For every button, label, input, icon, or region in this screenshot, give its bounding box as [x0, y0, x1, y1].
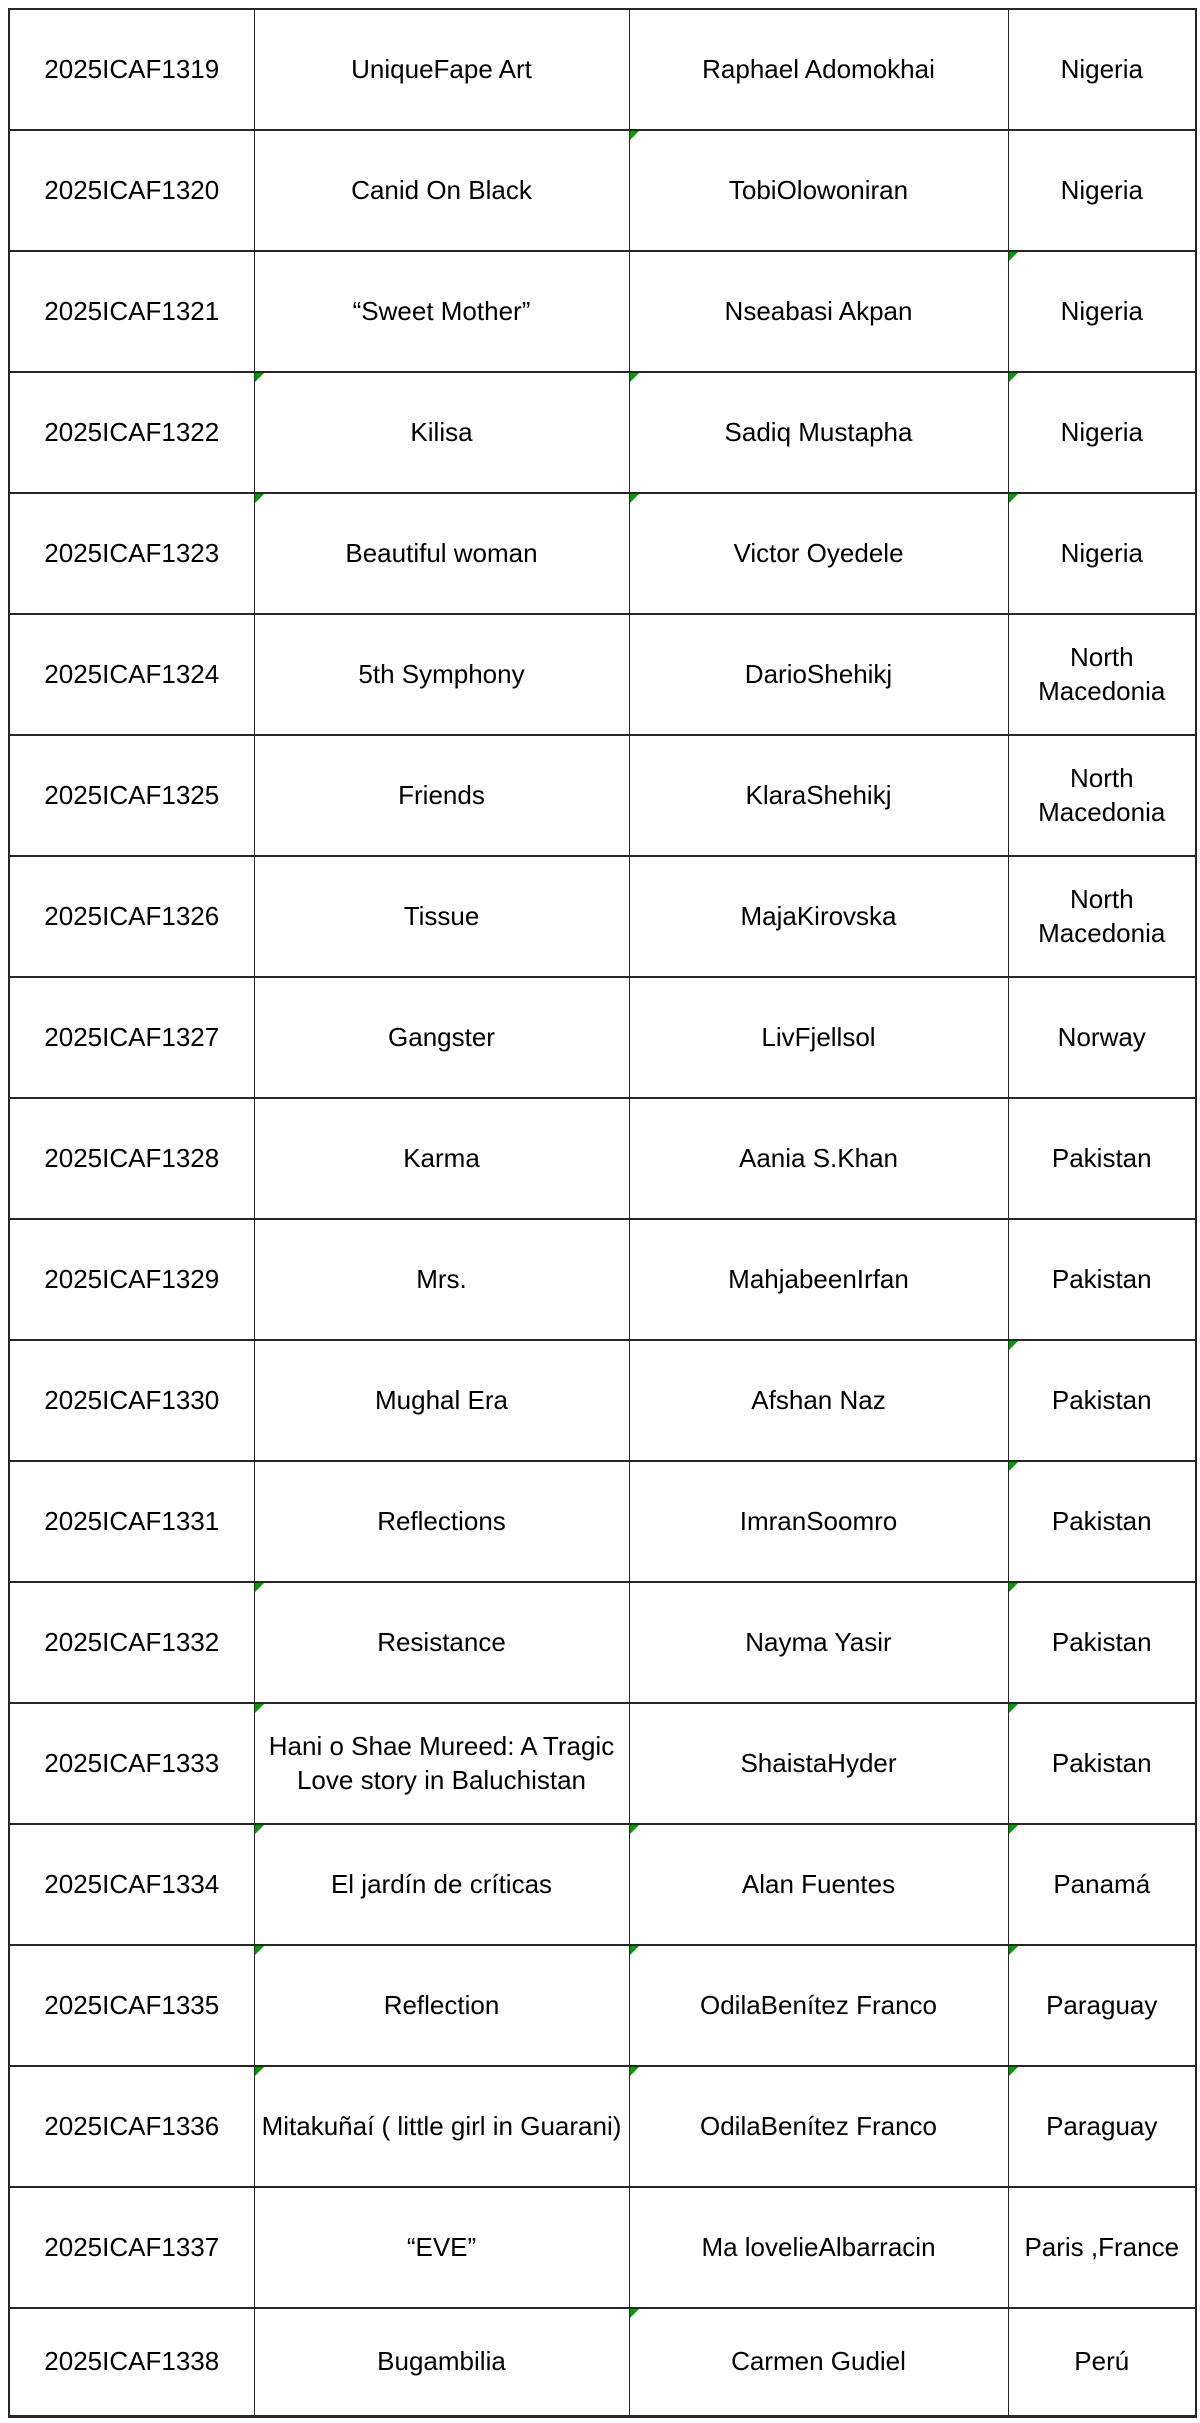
- cell-text: Paris ,France: [1024, 2231, 1180, 2262]
- cell-text: North Macedonia: [1038, 641, 1166, 706]
- cell-text: Carmen Gudiel: [731, 2345, 906, 2376]
- cell-title: [254, 1703, 629, 1824]
- cell-text: Kilisa: [410, 416, 473, 447]
- cell-artist: [629, 1461, 1008, 1582]
- cell-text: 2025ICAF1323: [44, 537, 220, 568]
- cell-title: [254, 1945, 629, 2066]
- cell-error-indicator-triangle-icon: [255, 1825, 264, 1834]
- cell-error-indicator-triangle-icon: [630, 494, 639, 503]
- cell-error-indicator-triangle-icon: [1009, 1946, 1018, 1955]
- entry-row: [9, 2187, 1196, 2308]
- cell-artist: [629, 2066, 1008, 2187]
- cell-text: 2025ICAF1333: [44, 1747, 220, 1778]
- cell-error-indicator-triangle-icon: [1009, 2067, 1018, 2076]
- cell-country: [1008, 614, 1196, 735]
- cell-error-indicator-triangle-icon: [255, 494, 264, 503]
- cell-artist: [629, 1582, 1008, 1703]
- cell-artist: [629, 735, 1008, 856]
- cell-title: [254, 251, 629, 372]
- cell-error-indicator-triangle-icon: [630, 131, 639, 140]
- cell-text: 2025ICAF1330: [44, 1384, 220, 1415]
- cell-country: [1008, 130, 1196, 251]
- cell-text: Pakistan: [1051, 1142, 1152, 1173]
- cell-country: [1008, 977, 1196, 1098]
- cell-id: [9, 1824, 254, 1945]
- cell-country: [1008, 1340, 1196, 1461]
- cell-country: [1008, 1582, 1196, 1703]
- cell-text: Hani o Shae Mureed: A Tragic Love story in Baluchistan: [268, 1730, 615, 1795]
- cell-text: MajaKirovska: [740, 900, 897, 931]
- cell-country: [1008, 1461, 1196, 1582]
- cell-country: [1008, 9, 1196, 130]
- cell-artist: [629, 2308, 1008, 2416]
- cell-id: [9, 2308, 254, 2416]
- cell-text: OdilaBenítez Franco: [699, 2110, 937, 2141]
- cell-text: 2025ICAF1324: [44, 658, 220, 689]
- cell-text: Perú: [1074, 2345, 1130, 2376]
- cell-country: [1008, 1945, 1196, 2066]
- cell-text: El jardín de críticas: [330, 1868, 553, 1899]
- cell-error-indicator-triangle-icon: [630, 2067, 639, 2076]
- cell-text: 2025ICAF1320: [44, 174, 220, 205]
- cell-title: [254, 493, 629, 614]
- cell-error-indicator-triangle-icon: [1009, 1583, 1018, 1592]
- cell-text: Afshan Naz: [751, 1384, 886, 1415]
- art-entries-table: [8, 8, 1197, 2418]
- cell-artist: [629, 9, 1008, 130]
- entry-row: [9, 1945, 1196, 2066]
- cell-text: Nigeria: [1060, 295, 1143, 326]
- cell-title: [254, 1582, 629, 1703]
- entry-row: [9, 614, 1196, 735]
- cell-text: Mrs.: [416, 1263, 467, 1294]
- cell-text: Sadiq Mustapha: [724, 416, 913, 447]
- cell-artist: [629, 130, 1008, 251]
- cell-title: [254, 1824, 629, 1945]
- cell-text: 2025ICAF1334: [44, 1868, 220, 1899]
- cell-id: [9, 735, 254, 856]
- cell-error-indicator-triangle-icon: [1009, 1462, 1018, 1471]
- cell-artist: [629, 1219, 1008, 1340]
- cell-text: Bugambilia: [377, 2345, 506, 2376]
- cell-artist: [629, 1824, 1008, 1945]
- cell-title: [254, 735, 629, 856]
- cell-artist: [629, 1945, 1008, 2066]
- cell-text: 2025ICAF1322: [44, 416, 220, 447]
- cell-text: North Macedonia: [1038, 762, 1166, 827]
- cell-text: Reflections: [377, 1505, 506, 1536]
- cell-id: [9, 1219, 254, 1340]
- cell-error-indicator-triangle-icon: [1009, 1825, 1018, 1834]
- cell-country: [1008, 2066, 1196, 2187]
- cell-id: [9, 856, 254, 977]
- cell-artist: [629, 856, 1008, 977]
- cell-text: Pakistan: [1051, 1384, 1152, 1415]
- cell-id: [9, 372, 254, 493]
- cell-text: Nigeria: [1060, 537, 1143, 568]
- cell-text: 2025ICAF1319: [44, 53, 220, 84]
- cell-text: “EVE”: [406, 2231, 477, 2262]
- cell-artist: [629, 2187, 1008, 2308]
- cell-title: [254, 1340, 629, 1461]
- cell-text: 2025ICAF1336: [44, 2110, 220, 2141]
- entry-row: [9, 735, 1196, 856]
- cell-text: Beautiful woman: [345, 537, 538, 568]
- cell-artist: [629, 977, 1008, 1098]
- cell-text: Nseabasi Akpan: [724, 295, 913, 326]
- cell-text: Nayma Yasir: [745, 1626, 892, 1657]
- cell-text: Nigeria: [1060, 53, 1143, 84]
- cell-artist: [629, 1098, 1008, 1219]
- cell-country: [1008, 1824, 1196, 1945]
- entry-row: [9, 977, 1196, 1098]
- entry-row: [9, 2308, 1196, 2416]
- cell-country: [1008, 372, 1196, 493]
- cell-title: [254, 2066, 629, 2187]
- cell-id: [9, 1098, 254, 1219]
- cell-error-indicator-triangle-icon: [255, 373, 264, 382]
- cell-country: [1008, 493, 1196, 614]
- cell-text: Victor Oyedele: [733, 537, 904, 568]
- cell-text: Friends: [398, 779, 485, 810]
- cell-country: [1008, 251, 1196, 372]
- cell-id: [9, 9, 254, 130]
- cell-text: MahjabeenIrfan: [728, 1263, 909, 1294]
- cell-id: [9, 977, 254, 1098]
- cell-artist: [629, 251, 1008, 372]
- cell-text: Aania S.Khan: [738, 1142, 898, 1173]
- cell-id: [9, 1461, 254, 1582]
- entry-row: [9, 1703, 1196, 1824]
- cell-text: 2025ICAF1331: [44, 1505, 220, 1536]
- cell-text: Norway: [1057, 1021, 1146, 1052]
- cell-id: [9, 130, 254, 251]
- cell-country: [1008, 1098, 1196, 1219]
- cell-title: [254, 2187, 629, 2308]
- cell-error-indicator-triangle-icon: [630, 373, 639, 382]
- cell-error-indicator-triangle-icon: [255, 1704, 264, 1713]
- cell-text: Pakistan: [1051, 1747, 1152, 1778]
- cell-text: North Macedonia: [1038, 883, 1166, 948]
- cell-text: 2025ICAF1326: [44, 900, 220, 931]
- cell-country: [1008, 2308, 1196, 2416]
- cell-title: [254, 1461, 629, 1582]
- art-entries-table-body: [9, 9, 1196, 2416]
- cell-text: Mughal Era: [375, 1384, 508, 1415]
- cell-text: Mitakuñaí ( little girl in Guarani): [261, 2110, 622, 2141]
- cell-text: UniqueFape Art: [351, 53, 532, 84]
- cell-text: Paraguay: [1046, 2110, 1158, 2141]
- cell-error-indicator-triangle-icon: [1009, 1704, 1018, 1713]
- cell-id: [9, 1703, 254, 1824]
- cell-text: Karma: [403, 1142, 480, 1173]
- cell-text: ImranSoomro: [739, 1505, 898, 1536]
- cell-country: [1008, 735, 1196, 856]
- entry-row: [9, 1461, 1196, 1582]
- cell-title: [254, 2308, 629, 2416]
- cell-text: Raphael Adomokhai: [702, 53, 935, 84]
- entry-row: [9, 2066, 1196, 2187]
- cell-title: [254, 856, 629, 977]
- cell-text: Pakistan: [1051, 1626, 1152, 1657]
- entry-row: [9, 372, 1196, 493]
- cell-artist: [629, 614, 1008, 735]
- cell-text: Paraguay: [1046, 1989, 1158, 2020]
- entry-row: [9, 1098, 1196, 1219]
- cell-error-indicator-triangle-icon: [255, 1583, 264, 1592]
- cell-text: 2025ICAF1337: [44, 2231, 220, 2262]
- cell-id: [9, 493, 254, 614]
- cell-text: Pakistan: [1051, 1505, 1152, 1536]
- cell-title: [254, 614, 629, 735]
- cell-title: [254, 1098, 629, 1219]
- cell-artist: [629, 1340, 1008, 1461]
- cell-error-indicator-triangle-icon: [630, 1946, 639, 1955]
- cell-text: Gangster: [388, 1021, 495, 1052]
- cell-text: Canid On Black: [351, 174, 532, 205]
- entry-row: [9, 9, 1196, 130]
- cell-title: [254, 372, 629, 493]
- cell-country: [1008, 2187, 1196, 2308]
- cell-error-indicator-triangle-icon: [1009, 373, 1018, 382]
- cell-text: Pakistan: [1051, 1263, 1152, 1294]
- cell-text: 5th Symphony: [358, 658, 525, 689]
- cell-error-indicator-triangle-icon: [1009, 252, 1018, 261]
- entry-row: [9, 1219, 1196, 1340]
- cell-id: [9, 1945, 254, 2066]
- cell-country: [1008, 856, 1196, 977]
- entry-row: [9, 1340, 1196, 1461]
- cell-text: DarioShehikj: [744, 658, 893, 689]
- entry-row: [9, 1824, 1196, 1945]
- cell-text: Alan Fuentes: [741, 1868, 896, 1899]
- cell-title: [254, 130, 629, 251]
- cell-text: TobiOlowoniran: [728, 174, 909, 205]
- cell-id: [9, 1340, 254, 1461]
- cell-title: [254, 9, 629, 130]
- cell-error-indicator-triangle-icon: [630, 2309, 639, 2318]
- cell-text: LivFjellsol: [761, 1021, 876, 1052]
- cell-text: Ma lovelieAlbarracin: [701, 2231, 936, 2262]
- cell-text: 2025ICAF1338: [44, 2345, 220, 2376]
- cell-text: OdilaBenítez Franco: [699, 1989, 937, 2020]
- cell-text: Reflection: [383, 1989, 500, 2020]
- cell-text: Tissue: [403, 900, 480, 931]
- cell-error-indicator-triangle-icon: [255, 2067, 264, 2076]
- cell-text: 2025ICAF1321: [44, 295, 220, 326]
- cell-artist: [629, 493, 1008, 614]
- cell-artist: [629, 372, 1008, 493]
- cell-text: Panamá: [1053, 1868, 1151, 1899]
- cell-id: [9, 2187, 254, 2308]
- cell-country: [1008, 1703, 1196, 1824]
- entry-row: [9, 856, 1196, 977]
- cell-title: [254, 977, 629, 1098]
- cell-text: Nigeria: [1060, 174, 1143, 205]
- cell-text: Nigeria: [1060, 416, 1143, 447]
- cell-title: [254, 1219, 629, 1340]
- cell-error-indicator-triangle-icon: [1009, 1341, 1018, 1350]
- entry-row: [9, 130, 1196, 251]
- cell-id: [9, 251, 254, 372]
- cell-text: 2025ICAF1335: [44, 1989, 220, 2020]
- cell-country: [1008, 1219, 1196, 1340]
- cell-text: Resistance: [377, 1626, 506, 1657]
- entry-row: [9, 251, 1196, 372]
- entry-row: [9, 1582, 1196, 1703]
- cell-text: 2025ICAF1329: [44, 1263, 220, 1294]
- cell-artist: [629, 1703, 1008, 1824]
- entry-row: [9, 493, 1196, 614]
- cell-error-indicator-triangle-icon: [630, 1825, 639, 1834]
- cell-id: [9, 1582, 254, 1703]
- cell-text: 2025ICAF1332: [44, 1626, 220, 1657]
- cell-text: ShaistaHyder: [740, 1747, 897, 1778]
- cell-text: 2025ICAF1327: [44, 1021, 220, 1052]
- cell-text: 2025ICAF1328: [44, 1142, 220, 1173]
- cell-error-indicator-triangle-icon: [255, 1946, 264, 1955]
- cell-text: KlaraShehikj: [745, 779, 892, 810]
- cell-id: [9, 614, 254, 735]
- cell-error-indicator-triangle-icon: [1009, 494, 1018, 503]
- cell-text: 2025ICAF1325: [44, 779, 220, 810]
- cell-text: “Sweet Mother”: [352, 295, 531, 326]
- cell-id: [9, 2066, 254, 2187]
